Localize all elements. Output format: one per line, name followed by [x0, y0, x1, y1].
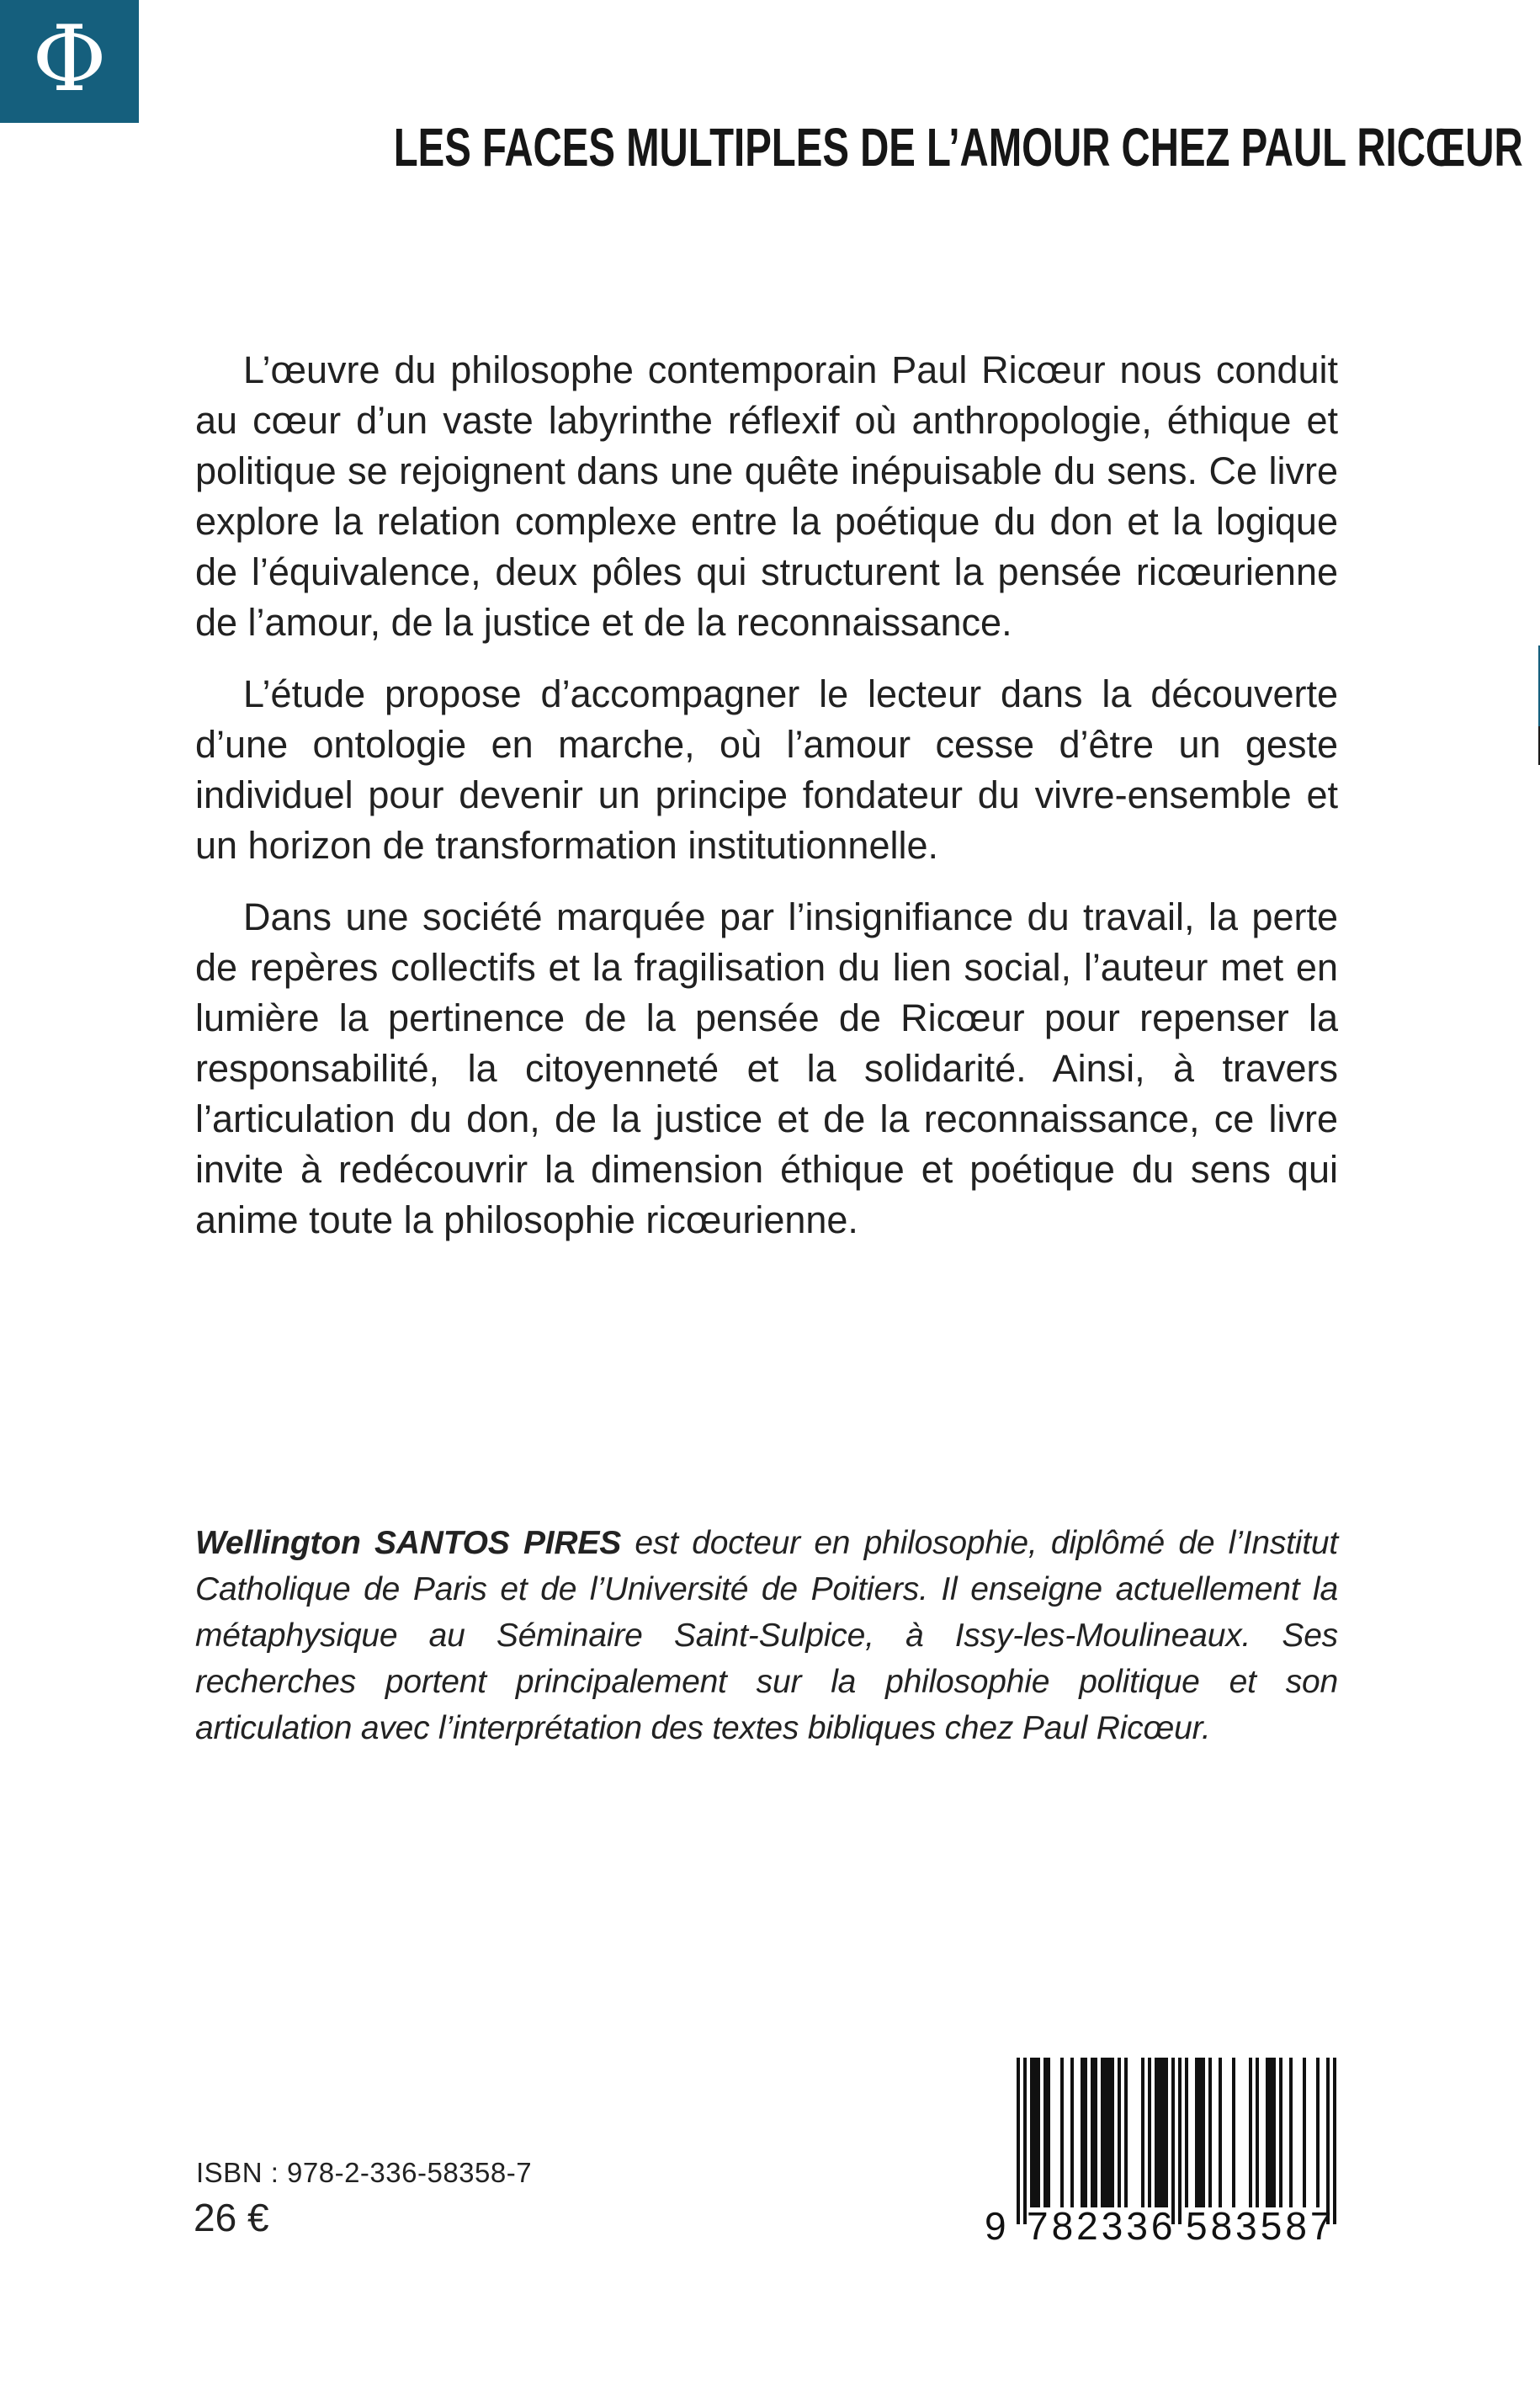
ean13-barcode: [985, 2058, 1336, 2248]
author-bio: [195, 1520, 1338, 1751]
synopsis-paragraph-2: L’étude propose d’accompagner le lecteur dans la découverte d’une ontologie en marche, où l’amour cesse d’être un geste individuel pour devenir un principe fondateur du vivre-ensemble et un horizon de transformation institutionnelle.: [195, 672, 1338, 867]
synopsis-paragraph-3: Dans une société marquée par l’insignifiance du travail, la perte de repères collectifs et la fragilisation du lien social, l’auteur met en lumière la pertinence de la pensée de Ricœur pour repenser la responsabilité, la citoyenneté et la solidarité. Ainsi, à travers l’articulation du don, de la justice et de la reconnaissance, ce livre invite à redécouvrir la dimension éthique et poétique du sens qui anime toute la philosophie ricœurienne.: [195, 895, 1338, 1241]
book-title: [195, 117, 1523, 178]
barcode-digit-first: 9: [985, 2204, 1006, 2248]
publisher-logo: [0, 0, 139, 123]
barcode-digits-left: 782336: [1027, 2204, 1176, 2248]
synopsis-paragraph-1: L’œuvre du philosophe contemporain Paul Ricœur nous conduit au cœur d’un vaste labyrinthe réflexif où anthropologie, éthique et politique se rejoignent dans une quête inépuisable du sens. Ce livre explore la relation complexe entre la poétique du don et la logique de l’équivalence, deux pôles qui structurent la pensée ricœurienne de l’amour, de la justice et de la reconnaissance.: [195, 348, 1338, 644]
barcode-bars: [1017, 2058, 1336, 2226]
isbn-text: ISBN : 978-2-336-58358-7: [196, 2157, 533, 2188]
book-title-text: LES FACES MULTIPLES DE L’AMOUR CHEZ PAUL RICŒUR: [393, 117, 1523, 178]
author-name: Wellington SANTOS PIRES: [195, 1525, 622, 1561]
author-bio-text: est docteur en philosophie, diplômé de l’Institut Catholique de Paris et de l’Université de Poitiers. Il enseigne actuellement la métaphysique au Séminaire Saint-Sulpice, à Issy-les-Moulineaux. Ses recherches portent principalement sur la philosophie politique et son articulation avec l’interprétation des textes bibliques chez Paul Ricœur.: [195, 1525, 1339, 1746]
barcode-digits-right: 583587: [1186, 2204, 1336, 2248]
phi-logo-icon: Φ: [32, 7, 107, 112]
price-text: 26 €: [194, 2196, 269, 2239]
synopsis: [195, 345, 1338, 1267]
